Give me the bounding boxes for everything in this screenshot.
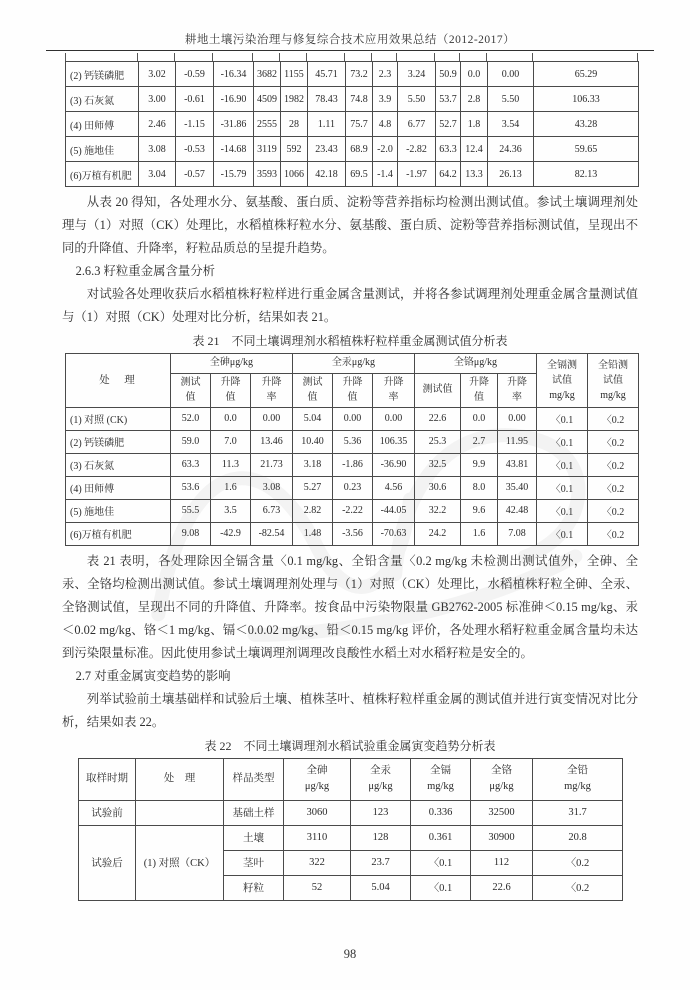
table-row: (2) 钙镁磷肥 3.02 -0.59 -16.34 3682 1155 45.71 73.2 2.3 3.24 50.9 0.0 0.00 65.29 (66, 62, 639, 87)
table-row: (4) 田师傅 53.6 1.6 3.08 5.27 0.23 4.56 30.6 8.0 35.40 〈0.1 〈0.2 (66, 476, 639, 499)
table22 (78, 758, 623, 901)
table21-header-sub: 测试值 升降值 升降率 测试值 升降值 升降率 测试值 升降值 升降率 (66, 374, 639, 408)
table-row: (4) 田师傅 2.46 -1.15 -31.86 2555 28 1.11 75.7 4.8 6.77 52.7 1.8 3.54 43.28 (66, 112, 639, 137)
table20-continuation-ticks (65, 53, 638, 61)
table-row: 茎叶 322 23.7 〈0.1 112 〈0.2 (79, 850, 623, 875)
table20-continued (65, 61, 639, 187)
table-row: 籽粒 52 5.04 〈0.1 22.6 〈0.2 (79, 875, 623, 900)
table-row: (3) 石灰氮 63.3 11.3 21.73 3.18 -1.86 -36.90 32.5 9.9 43.81 〈0.1 〈0.2 (66, 453, 639, 476)
page-header (0, 0, 700, 51)
table-row: (6)万植有机肥 3.04 -0.57 -15.79 3593 1066 42.18 69.5 -1.4 -1.97 64.2 13.3 26.13 82.13 (66, 162, 639, 187)
table21-header-groups: 处 理 全砷μg/kg 全汞μg/kg 全铬μg/kg 全镉测试值 mg/kg 全铅测试值 mg/kg (66, 354, 639, 374)
table-row: (5) 施地佳 55.5 3.5 6.73 2.82 -2.22 -44.05 32.2 9.6 42.48 〈0.1 〈0.2 (66, 499, 639, 522)
paragraph-table21-summary: 表 21 表明，各处理除因全镉含量〈0.1 mg/kg、全铅含量〈0.2 mg/kg 未检测出测试值外，全砷、全汞、全铬均检测出测试值。参试土壤调理剂处理与（1）对照（CK）处理比，水稻植株籽粒全砷、全汞、全铬测试值，呈现出不同的升降值、升降率。按食品中污染物限量 GB2762-2005 标准砷＜0.15 mg/kg、汞＜0.02 mg/kg、铬＜1 mg/kg、镉＜0.0.02 mg/kg、铅＜0.15 mg/kg 评价，各处理水稻籽粒重金属含量均未达到污染限量标准。因此使用参试土壤调理剂调理改良酸性水稻土对水稻籽粒是安全的。 (62, 553, 638, 660)
table-row: (1) 对照 (CK) 52.0 0.0 0.00 5.04 0.00 0.00 22.6 0.0 0.00 〈0.1 〈0.2 (66, 407, 639, 430)
table-row: 试验前 基础土样 3060 123 0.336 32500 31.7 (79, 800, 623, 825)
paragraph-2-7-intro: 列举试验前土壤基础样和试验后土壤、植株茎叶、植株籽粒样重金属的测试值并进行寅变情况对比分析，结果如表 22。 (62, 691, 638, 729)
header-rule (46, 50, 654, 51)
table-row: (6)万植有机肥 9.08 -42.9 -82.54 1.48 -3.56 -70.63 24.2 1.6 7.08 〈0.1 〈0.2 (66, 522, 639, 545)
table-row: (2) 钙镁磷肥 59.0 7.0 13.46 10.40 5.36 106.35 25.3 2.7 11.95 〈0.1 〈0.2 (66, 430, 639, 453)
table21-caption: 表 21 不同土壤调理剂水稻植株籽粒样重金属测试值分析表 (192, 334, 508, 348)
page-content (0, 53, 700, 901)
table21 (65, 353, 639, 546)
table-row: 试验后 (1) 对照（CK） 土壤 3110 128 0.361 30900 20.8 (79, 825, 623, 850)
paragraph-2-6-3-intro: 对试验各处理收获后水稻植株籽粒样进行重金属含量测试，并将各参试调理剂处理重金属含量测试值与（1）对照（CK）处理对比分析，结果如表 21。 (62, 287, 638, 324)
table22-header: 取样时期 处 理 样品类型 全砷 μg/kg 全汞 μg/kg 全镉 mg/kg 全铬 μg/kg 全铅 mg/kg (79, 758, 623, 800)
table-row: (3) 石灰氮 3.00 -0.61 -16.90 4509 1982 78.43 74.8 3.9 5.50 53.7 2.8 5.50 106.33 (66, 87, 639, 112)
section-heading-2-7: 2.7 对重金属寅变趋势的影响 (75, 668, 231, 683)
page-number: 98 (343, 947, 357, 961)
table-row: (5) 施地佳 3.08 -0.53 -14.68 3119 592 23.43 68.9 -2.0 -2.82 63.3 12.4 24.36 59.65 (66, 137, 639, 162)
document-title: 耕地土壤污染治理与修复综合技术应用效果总结（2012-2017） (184, 34, 516, 46)
paragraph-table20-summary: 从表 20 得知，各处理水分、氨基酸、蛋白质、淀粉等营养指标均检测出测试值。参试土壤调理剂处理与（1）对照（CK）处理比，水稻植株籽粒水分、氨基酸、蛋白质、淀粉等营养指标测试值，呈现出不同的升降值、升降率，籽粒品质总的呈提升趋势。 (62, 195, 638, 255)
table22-caption: 表 22 不同土壤调理剂水稻试验重金属寅变趋势分析表 (204, 738, 496, 753)
section-heading-2-6-3: 2.6.3 籽粒重金属含量分析 (75, 264, 216, 278)
